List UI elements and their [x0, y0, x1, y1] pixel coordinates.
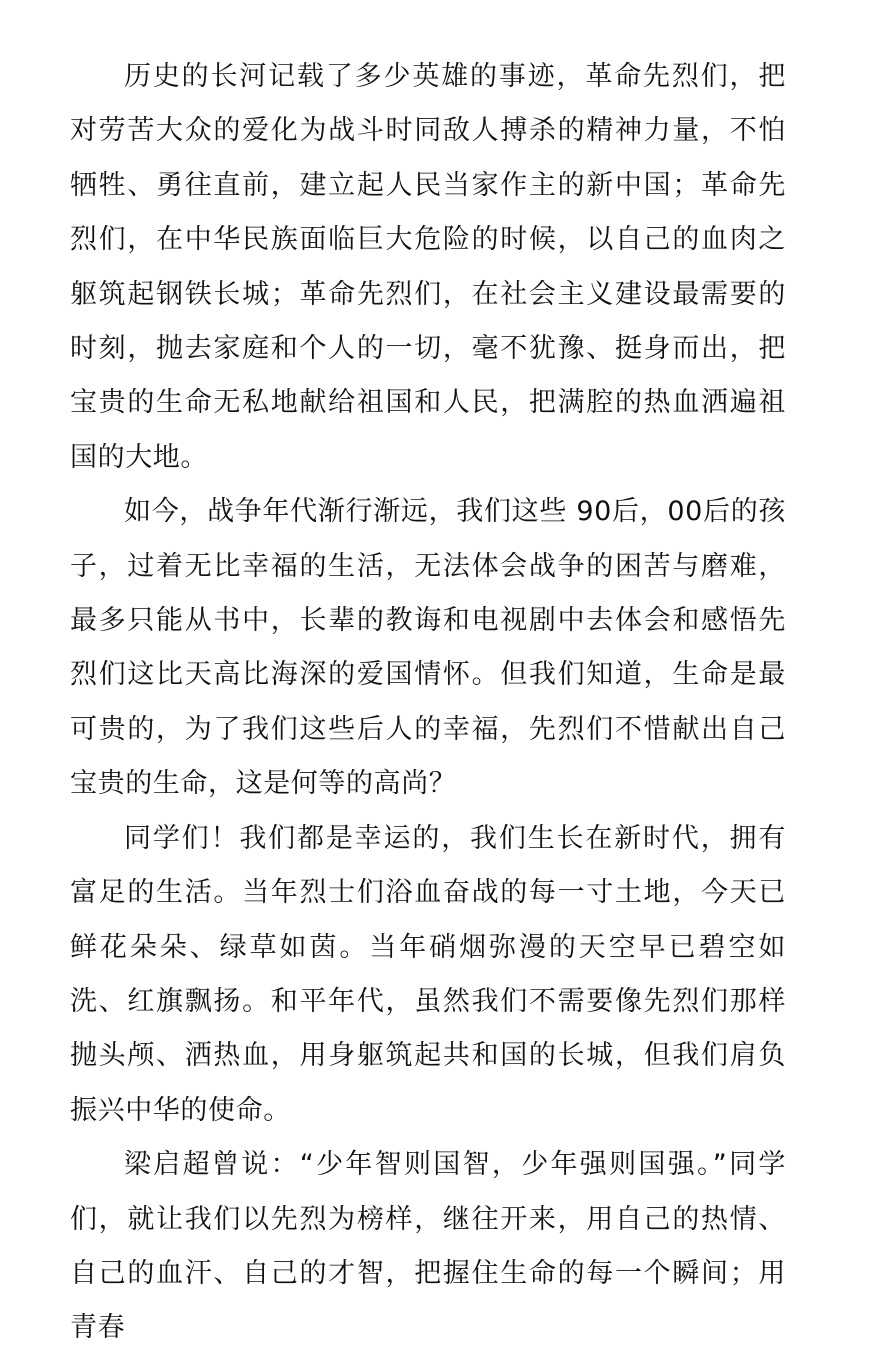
paragraph-peaceful-era: 如今，战争年代渐行渐远，我们这些 90后，00后的孩子，过着无比幸福的生活，无法体会战争的困苦与磨难，最多只能从书中，长辈的教诲和电视剧中去体会和感悟先烈们这比天高比海深的爱国情怀。但我们知道，生命是最可贵的，为了我们这些后人的幸福，先烈们不惜献出自己宝贵的生命，这是何等的高尚？	[70, 496, 786, 800]
document-page	[70, 50, 786, 1356]
paragraph-liang-qichao-quote: 梁启超曾说：“少年智则国智，少年强则国强。”同学们，就让我们以先烈为榜样，继往开来，用自己的热情、自己的血汗、自己的才智，把握住生命的每一个瞬间；用青春	[70, 1149, 786, 1344]
paragraph-heroic-history: 历史的长河记载了多少英雄的事迹，革命先烈们，把对劳苦大众的爱化为战斗时同敌人搏杀的精神力量，不怕牺牲、勇往直前，建立起人民当家作主的新中国；革命先烈们，在中华民族面临巨大危险的时候，以自己的血肉之躯筑起钢铁长城；革命先烈们，在社会主义建设最需要的时刻，抛去家庭和个人的一切，毫不犹豫、挺身而出，把宝贵的生命无私地献给祖国和人民，把满腔的热血洒遍祖国的大地。	[70, 61, 786, 473]
paragraph-mission: 同学们！我们都是幸运的，我们生长在新时代，拥有富足的生活。当年烈士们浴血奋战的每一寸土地，今天已鲜花朵朵、绿草如茵。当年硝烟弥漫的天空早已碧空如洗、红旗飘扬。和平年代，虽然我们不需要像先烈们那样抛头颅、洒热血，用身躯筑起共和国的长城，但我们肩负振兴中华的使命。	[70, 822, 786, 1126]
